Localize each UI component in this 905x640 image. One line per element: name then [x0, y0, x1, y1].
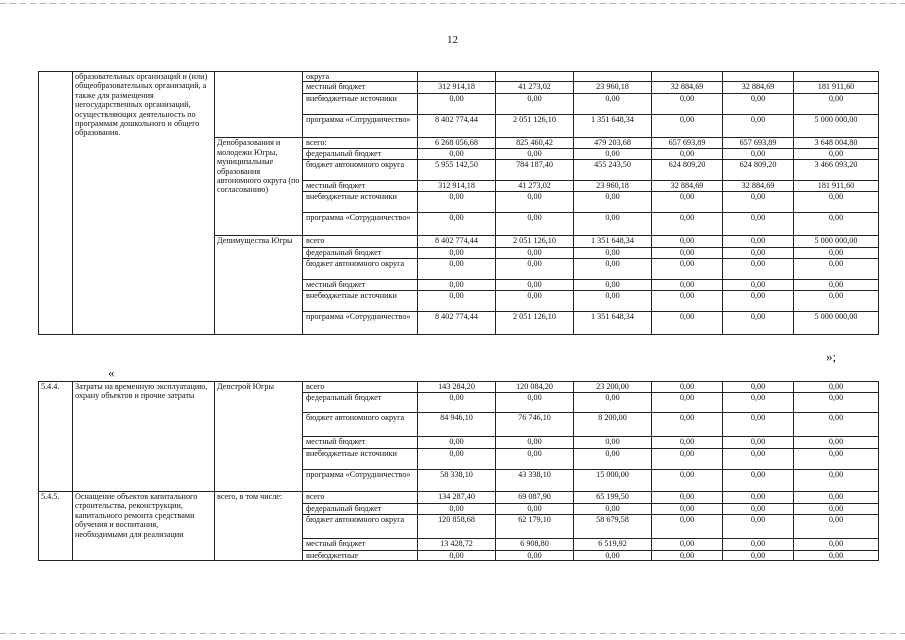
amount-cell: 0,00 [723, 291, 794, 312]
amount-cell: 8 402 774,44 [418, 115, 496, 138]
amount-cell: 5 000 000,00 [794, 115, 879, 138]
amount-cell: 0,00 [794, 291, 879, 312]
amount-cell: 23 960,18 [574, 82, 652, 94]
amount-cell: 657 693,89 [723, 138, 794, 149]
amount-cell: 0,00 [418, 437, 496, 449]
amount-cell: 32 884,69 [723, 181, 794, 192]
amount-cell: 0,00 [723, 149, 794, 160]
amount-cell: 15 000,00 [574, 470, 652, 492]
amount-cell: 0,00 [574, 149, 652, 160]
amount-cell: 0,00 [723, 312, 794, 335]
amount-cell: 0,00 [574, 449, 652, 470]
amount-cell: 0,00 [652, 551, 723, 561]
amount-cell: 0,00 [652, 492, 723, 504]
amount-cell: 0,00 [652, 393, 723, 413]
amount-cell: 0,00 [723, 492, 794, 504]
budget-table-new-items [38, 381, 879, 561]
amount-cell: 455 243,50 [574, 160, 652, 181]
amount-cell: 0,00 [652, 248, 723, 259]
amount-cell: 6 519,92 [574, 539, 652, 551]
amount-cell: 58 679,58 [574, 515, 652, 539]
funding-source: всего: [303, 138, 418, 149]
amount-cell: 0,00 [496, 280, 574, 291]
executor-cell: всего, в том числе: [215, 492, 303, 561]
amount-cell: 0,00 [652, 470, 723, 492]
funding-source: местный бюджет [303, 437, 418, 449]
amount-cell: 13 428,72 [418, 539, 496, 551]
amount-cell: 143 284,20 [418, 382, 496, 393]
funding-source: федеральный бюджет [303, 504, 418, 515]
funding-source: федеральный бюджет [303, 149, 418, 160]
amount-cell: 0,00 [652, 192, 723, 213]
funding-source: всего [303, 492, 418, 504]
table-row [39, 492, 879, 504]
funding-source: федеральный бюджет [303, 393, 418, 413]
amount-cell: 0,00 [418, 280, 496, 291]
funding-source: программа «Сотрудничество» [303, 213, 418, 236]
funding-source: программа «Сотрудничество» [303, 470, 418, 492]
amount-cell: 312 914,18 [418, 82, 496, 94]
amount-cell: 479 203,68 [574, 138, 652, 149]
amount-cell: 0,00 [574, 393, 652, 413]
amount-cell: 0,00 [652, 236, 723, 248]
amount-cell: 5 955 142,50 [418, 160, 496, 181]
amount-cell: 0,00 [723, 539, 794, 551]
amount-cell: 0,00 [574, 437, 652, 449]
amount-cell: 0,00 [794, 551, 879, 561]
amount-cell: 0,00 [652, 213, 723, 236]
amount-cell: 3 648 004,80 [794, 138, 879, 149]
amount-cell: 0,00 [418, 291, 496, 312]
table-row [39, 382, 879, 393]
amount-cell: 0,00 [496, 551, 574, 561]
amount-cell: 0,00 [723, 259, 794, 280]
amount-cell: 0,00 [652, 539, 723, 551]
amount-cell [418, 72, 496, 82]
scan-edge-bottom [0, 633, 905, 634]
amount-cell: 0,00 [574, 280, 652, 291]
amount-cell: 0,00 [794, 259, 879, 280]
funding-source: внебюджетные источники [303, 449, 418, 470]
amount-cell: 0,00 [652, 382, 723, 393]
amount-cell: 0,00 [496, 213, 574, 236]
amount-cell: 0,00 [794, 94, 879, 115]
amount-cell: 0,00 [418, 213, 496, 236]
funding-source: внебюджетные [303, 551, 418, 561]
amount-cell: 0,00 [652, 291, 723, 312]
funding-source: бюджет автономного округа [303, 259, 418, 280]
amount-cell: 0,00 [652, 515, 723, 539]
amount-cell: 0,00 [652, 259, 723, 280]
amount-cell: 0,00 [418, 551, 496, 561]
amount-cell: 0,00 [794, 192, 879, 213]
amount-cell: 65 199,50 [574, 492, 652, 504]
amount-cell: 0,00 [418, 94, 496, 115]
closing-quote: »; [826, 349, 837, 364]
amount-cell: 0,00 [496, 149, 574, 160]
amount-cell: 0,00 [652, 280, 723, 291]
amount-cell: 1 351 648,34 [574, 312, 652, 335]
funding-source: всего [303, 236, 418, 248]
funding-source: всего [303, 382, 418, 393]
amount-cell: 0,00 [652, 312, 723, 335]
amount-cell: 0,00 [794, 248, 879, 259]
amount-cell: 0,00 [574, 94, 652, 115]
executor-cell: Депстрой Югры [215, 382, 303, 492]
amount-cell: 0,00 [574, 248, 652, 259]
amount-cell: 0,00 [496, 291, 574, 312]
amount-cell: 0,00 [496, 192, 574, 213]
amount-cell: 62 179,10 [496, 515, 574, 539]
funding-source: бюджет автономного округа [303, 413, 418, 437]
amount-cell: 5 000 000,00 [794, 312, 879, 335]
amount-cell: 0,00 [652, 413, 723, 437]
funding-source: округа [303, 72, 418, 82]
funding-source: местный бюджет [303, 181, 418, 192]
amount-cell: 0,00 [574, 213, 652, 236]
amount-cell: 0,00 [794, 470, 879, 492]
amount-cell: 5 000 000,00 [794, 236, 879, 248]
amount-cell: 0,00 [794, 382, 879, 393]
funding-source: местный бюджет [303, 539, 418, 551]
amount-cell: 0,00 [794, 539, 879, 551]
funding-source: местный бюджет [303, 280, 418, 291]
amount-cell: 0,00 [496, 94, 574, 115]
funding-source: внебюджетные источники [303, 291, 418, 312]
amount-cell: 0,00 [723, 515, 794, 539]
amount-cell: 32 884,69 [652, 181, 723, 192]
amount-cell: 1 351 648,34 [574, 236, 652, 248]
amount-cell: 0,00 [652, 504, 723, 515]
amount-cell [652, 72, 723, 82]
amount-cell: 120 084,20 [496, 382, 574, 393]
amount-cell: 69 087,90 [496, 492, 574, 504]
amount-cell: 825 460,42 [496, 138, 574, 149]
amount-cell: 8 402 774,44 [418, 236, 496, 248]
amount-cell: 0,00 [723, 248, 794, 259]
amount-cell: 0,00 [496, 248, 574, 259]
amount-cell: 0,00 [574, 192, 652, 213]
amount-cell: 1 351 648,34 [574, 115, 652, 138]
amount-cell: 0,00 [794, 437, 879, 449]
amount-cell: 84 946,10 [418, 413, 496, 437]
amount-cell: 2 051 126,10 [496, 115, 574, 138]
amount-cell: 41 273,02 [496, 82, 574, 94]
amount-cell: 0,00 [794, 492, 879, 504]
amount-cell: 0,00 [418, 393, 496, 413]
funding-source: программа «Сотрудничество» [303, 312, 418, 335]
amount-cell: 0,00 [652, 94, 723, 115]
amount-cell: 181 911,60 [794, 181, 879, 192]
amount-cell: 0,00 [794, 393, 879, 413]
amount-cell: 624 809,20 [723, 160, 794, 181]
executor-cell: Депимущества Югры [215, 236, 303, 335]
amount-cell [496, 72, 574, 82]
amount-cell: 0,00 [794, 149, 879, 160]
amount-cell: 0,00 [794, 213, 879, 236]
amount-cell: 0,00 [794, 413, 879, 437]
amount-cell: 784 187,40 [496, 160, 574, 181]
amount-cell: 0,00 [723, 437, 794, 449]
funding-source: бюджет автономного округа [303, 515, 418, 539]
funding-source: бюджет автономного округа [303, 160, 418, 181]
amount-cell: 0,00 [418, 449, 496, 470]
amount-cell: 657 693,89 [652, 138, 723, 149]
funding-source: местный бюджет [303, 82, 418, 94]
executor-cell: Депобразования и молодежи Югры, муниципальные образования автономного округа (по согласованию) [215, 138, 303, 236]
amount-cell [723, 72, 794, 82]
amount-cell: 0,00 [723, 470, 794, 492]
amount-cell [574, 72, 652, 82]
item-number: 5.4.5. [39, 492, 73, 561]
amount-cell: 0,00 [496, 259, 574, 280]
amount-cell: 0,00 [723, 280, 794, 291]
funding-source: внебюджетные источники [303, 94, 418, 115]
amount-cell: 0,00 [723, 213, 794, 236]
amount-cell: 0,00 [418, 504, 496, 515]
amount-cell: 0,00 [418, 149, 496, 160]
amount-cell: 32 884,69 [723, 82, 794, 94]
amount-cell: 8 402 774,44 [418, 312, 496, 335]
amount-cell: 0,00 [794, 449, 879, 470]
amount-cell: 0,00 [723, 94, 794, 115]
funding-source: программа «Сотрудничество» [303, 115, 418, 138]
amount-cell: 0,00 [723, 504, 794, 515]
amount-cell: 0,00 [723, 449, 794, 470]
budget-table-continued [38, 71, 879, 335]
amount-cell: 134 287,40 [418, 492, 496, 504]
amount-cell: 312 914,18 [418, 181, 496, 192]
amount-cell: 0,00 [794, 515, 879, 539]
amount-cell: 0,00 [652, 449, 723, 470]
opening-quote: « [108, 365, 115, 380]
executor-cell [215, 72, 303, 138]
amount-cell: 32 884,69 [652, 82, 723, 94]
amount-cell: 0,00 [723, 393, 794, 413]
funding-source: федеральный бюджет [303, 248, 418, 259]
amount-cell: 76 746,10 [496, 413, 574, 437]
amount-cell: 0,00 [418, 192, 496, 213]
amount-cell: 3 466 093,20 [794, 160, 879, 181]
amount-cell [794, 72, 879, 82]
amount-cell: 0,00 [418, 259, 496, 280]
amount-cell: 6 908,80 [496, 539, 574, 551]
amount-cell: 120 858,68 [418, 515, 496, 539]
item-name: Затраты на временную эксплуатацию, охрану объектов и прочие затраты [73, 382, 215, 492]
amount-cell: 43 338,10 [496, 470, 574, 492]
table-row [39, 72, 879, 82]
amount-cell: 23 960,18 [574, 181, 652, 192]
amount-cell: 0,00 [496, 449, 574, 470]
amount-cell: 2 051 126,10 [496, 236, 574, 248]
amount-cell: 0,00 [574, 291, 652, 312]
item-description: образовательных организаций и (или) общеобразовательных организаций, а также для размещения негосударственных организаций, осуществляющих деятельность по программам дошкольного и общего образования. [73, 72, 215, 335]
amount-cell: 8 200,00 [574, 413, 652, 437]
scan-edge-top [0, 3, 905, 4]
amount-cell: 0,00 [723, 236, 794, 248]
amount-cell: 181 911,60 [794, 82, 879, 94]
page-number: 12 [447, 34, 458, 46]
amount-cell: 6 268 056,68 [418, 138, 496, 149]
item-name: Оснащение объектов капитального строительства, реконструкции, капитального ремонта средствами обучения и воспитания, необходимыми для реализации [73, 492, 215, 561]
amount-cell: 0,00 [652, 149, 723, 160]
amount-cell: 0,00 [723, 115, 794, 138]
amount-cell: 0,00 [723, 551, 794, 561]
amount-cell: 41 273,02 [496, 181, 574, 192]
amount-cell: 624 809,20 [652, 160, 723, 181]
amount-cell: 0,00 [496, 504, 574, 515]
amount-cell: 0,00 [496, 393, 574, 413]
funding-source: внебюджетные источники [303, 192, 418, 213]
amount-cell: 0,00 [723, 192, 794, 213]
amount-cell: 2 051 126,10 [496, 312, 574, 335]
amount-cell: 23 200,00 [574, 382, 652, 393]
item-number-cell [39, 72, 73, 335]
amount-cell: 0,00 [418, 248, 496, 259]
amount-cell: 0,00 [496, 437, 574, 449]
amount-cell: 58 338,10 [418, 470, 496, 492]
amount-cell: 0,00 [794, 280, 879, 291]
amount-cell: 0,00 [652, 437, 723, 449]
amount-cell: 0,00 [723, 382, 794, 393]
item-number: 5.4.4. [39, 382, 73, 492]
amount-cell: 0,00 [574, 259, 652, 280]
amount-cell: 0,00 [574, 504, 652, 515]
amount-cell: 0,00 [574, 551, 652, 561]
amount-cell: 0,00 [723, 413, 794, 437]
amount-cell: 0,00 [794, 504, 879, 515]
amount-cell: 0,00 [652, 115, 723, 138]
